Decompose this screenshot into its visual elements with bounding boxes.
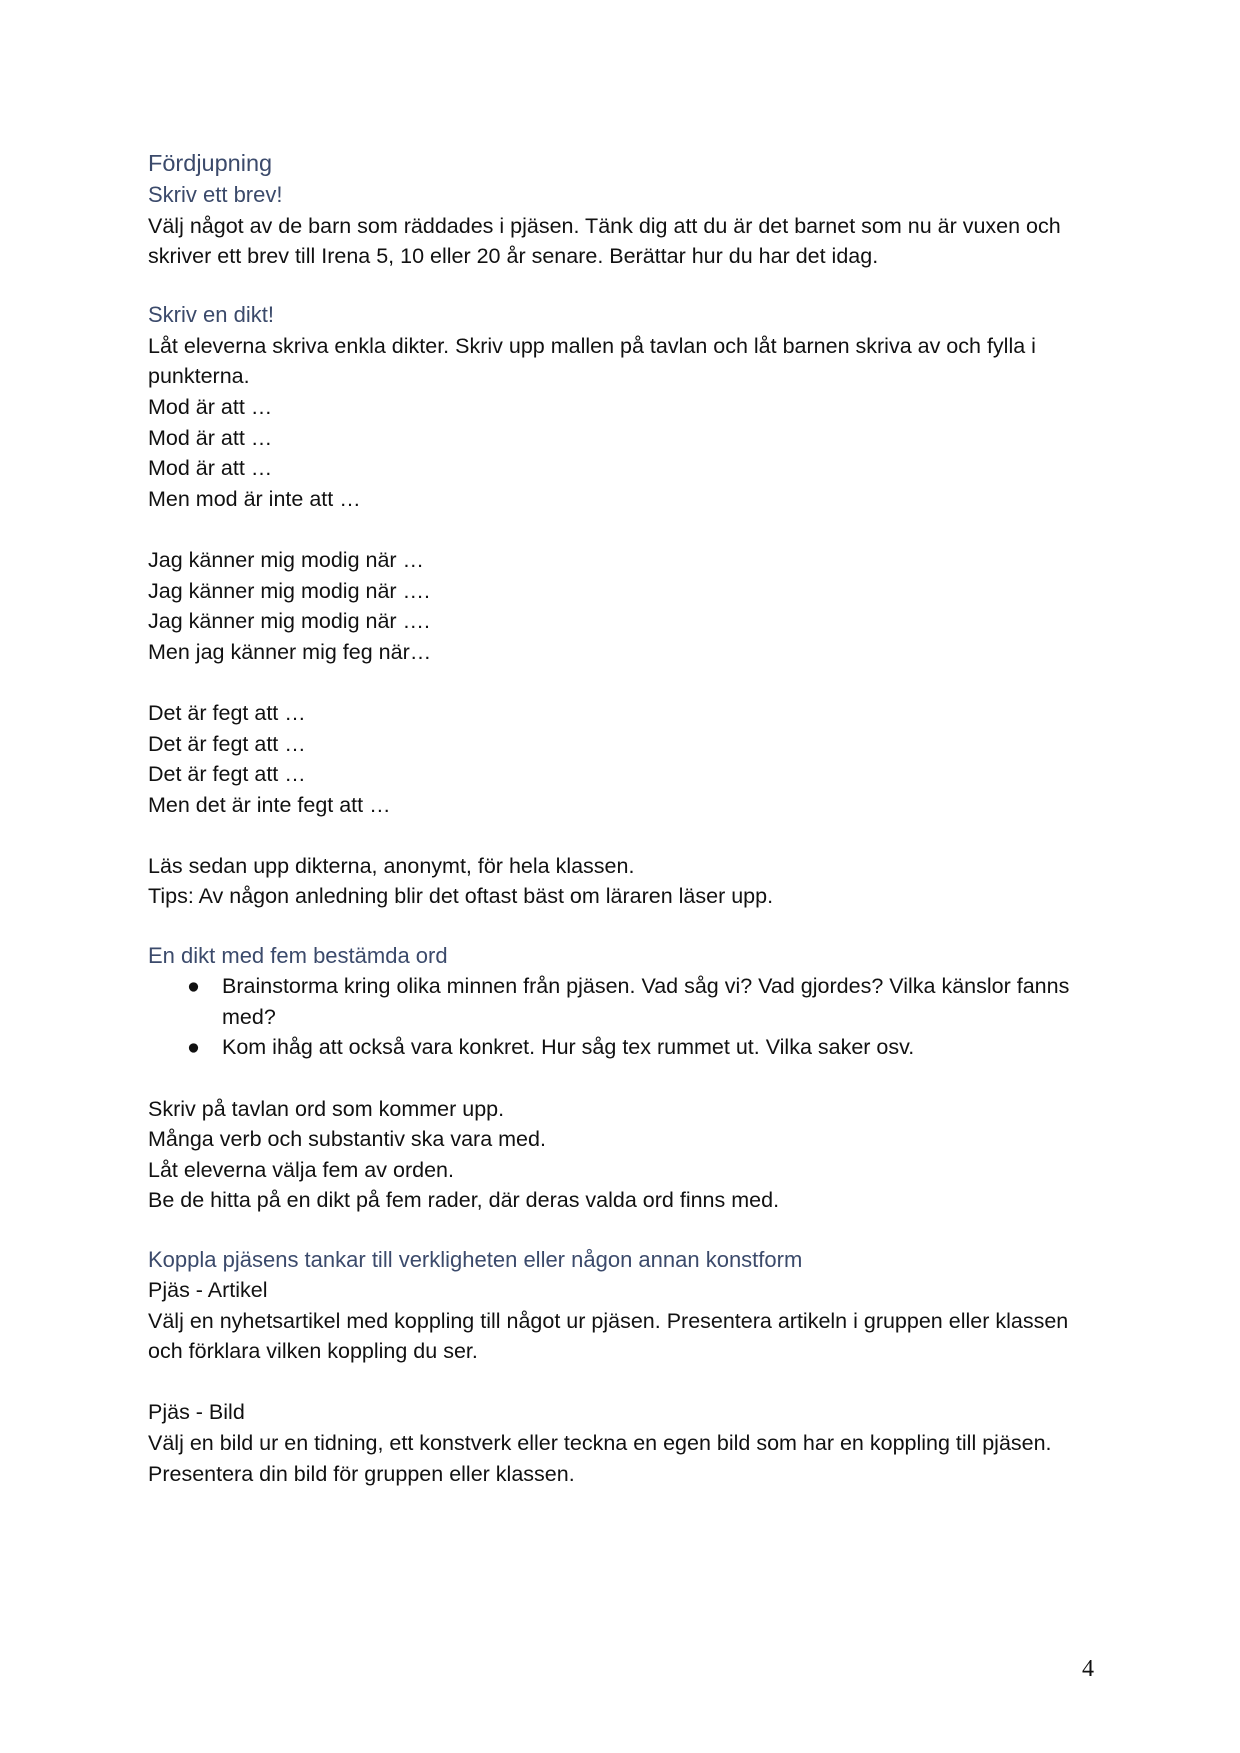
bullet-icon: ● (187, 1035, 200, 1060)
article-subheading: Pjäs - Artikel (148, 1278, 268, 1302)
bullet-list (148, 971, 1108, 1063)
poem-line: Mod är att … (148, 456, 273, 481)
five-words-line: Många verb och substantiv ska vara med. (148, 1127, 546, 1152)
image-subheading: Pjäs - Bild (148, 1400, 245, 1425)
section-heading: Fördjupning (148, 150, 273, 176)
poem-heading: Skriv en dikt! (148, 302, 274, 328)
poem-line: Det är fegt att … (148, 700, 306, 725)
spacer (148, 272, 1108, 303)
list-item (187, 971, 1108, 1032)
poem-stanza-2 (148, 545, 1108, 667)
image-text: Välj en bild ur en tidning, ett konstverk eller teckna en egen bild som har en koppling till pjäsen. Presentera din bild för gruppen eller klassen. (148, 1430, 1052, 1486)
poem-line: Men mod är inte att … (148, 486, 361, 511)
poem-line: Jag känner mig modig när …. (148, 578, 431, 603)
spacer (148, 1063, 1108, 1094)
poem-intro: Låt eleverna skriva enkla dikter. Skriv upp mallen på tavlan och låt barnen skriva av och fylla i punkterna. (148, 333, 1036, 389)
poem-line: Det är fegt att … (148, 762, 306, 787)
five-words-line: Be de hitta på en dikt på fem rader, där deras valda ord finns med. (148, 1188, 780, 1213)
article-text: Välj en nyhetsartikel med koppling till något ur pjäsen. Presentera artikeln i gruppen eller klassen och förklara vilken koppling du ser. (148, 1308, 1069, 1364)
five-words-line: Låt eleverna välja fem av orden. (148, 1157, 454, 1182)
spacer (148, 1367, 1108, 1398)
document-page (148, 146, 1108, 1489)
poem-line: Mod är att … (148, 425, 273, 450)
poem-stanza-1 (148, 392, 1108, 514)
five-words-heading: En dikt med fem bestämda ord (148, 942, 448, 968)
poem-line: Men jag känner mig feg när… (148, 639, 432, 664)
poem-line: Jag känner mig modig när … (148, 547, 425, 572)
spacer (148, 514, 1108, 545)
poem-line: Det är fegt att … (148, 731, 306, 756)
poem-line: Jag känner mig modig när …. (148, 609, 431, 634)
letter-text: Välj något av de barn som räddades i pjäsen. Tänk dig att du är det barnet som nu är vuxen och skriver ett brev till Irena 5, 10 eller 20 år senare. Berättar hur du har det idag. (148, 213, 1061, 269)
letter-heading: Skriv ett brev! (148, 182, 283, 207)
bullet-icon: ● (187, 974, 200, 999)
spacer (148, 667, 1108, 698)
five-words-line: Skriv på tavlan ord som kommer upp. (148, 1096, 505, 1121)
poem-line: Men det är inte fegt att … (148, 792, 391, 817)
list-item (187, 1032, 1108, 1063)
connect-heading: Koppla pjäsens tankar till verkligheten eller någon annan konstform (148, 1246, 803, 1272)
poem-line: Mod är att … (148, 394, 273, 419)
poem-outro-line: Läs sedan upp dikterna, anonymt, för hela klassen. (148, 853, 635, 878)
list-item-text: Kom ihåg att också vara konkret. Hur såg tex rummet ut. Vilka saker osv. (222, 1035, 915, 1060)
poem-stanza-3 (148, 698, 1108, 820)
spacer (148, 1216, 1108, 1247)
spacer (148, 912, 1108, 943)
list-item-text: Brainstorma kring olika minnen från pjäsen. Vad såg vi? Vad gjordes? Vilka känslor fanns med? (222, 974, 1070, 1029)
page-number: 4 (1082, 1656, 1094, 1682)
poem-tip-line: Tips: Av någon anledning blir det oftast bäst om läraren läser upp. (148, 884, 774, 909)
spacer (148, 820, 1108, 851)
